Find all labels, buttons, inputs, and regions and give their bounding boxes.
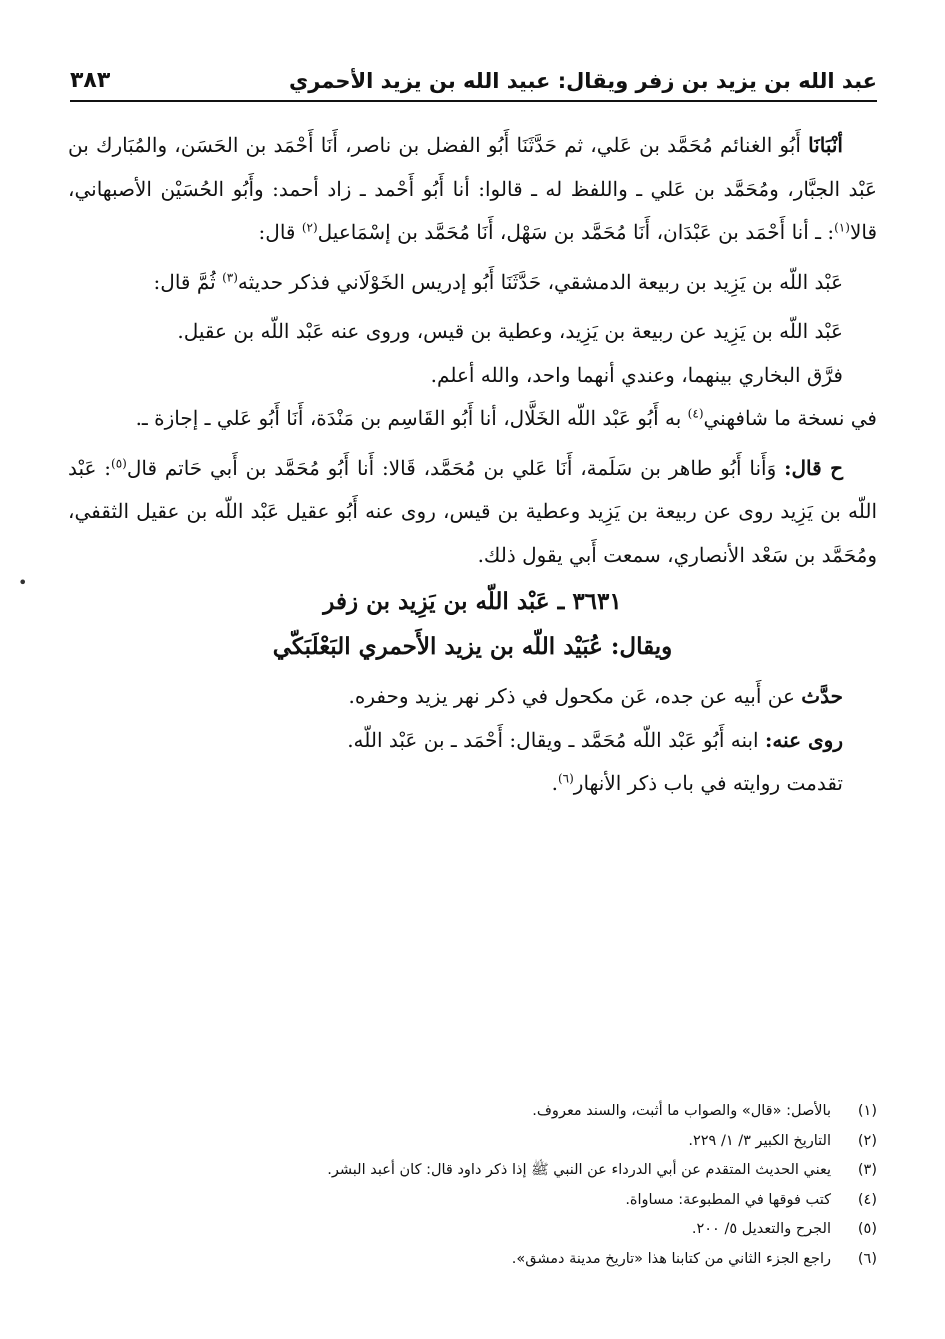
footnote-number: (٢) [857, 1132, 877, 1149]
paragraph-text: وَأَنا أَبُو طاهر بن سَلَمة، أَنَا عَلي بن مُحَمَّد، قَالا: أَنا أَبُو مُحَمَّد بن أَبي حَاتم قال [126, 455, 785, 480]
paragraph-narrators [68, 719, 877, 763]
paragraph-isnad-1 [68, 124, 877, 255]
running-head [70, 66, 877, 102]
footnote-ref[interactable]: (٢) [301, 220, 318, 235]
footnote-ref[interactable]: (٦) [557, 771, 574, 786]
lead-word: أنْبَانَا [808, 133, 843, 157]
footnote-ref[interactable]: (٤) [687, 406, 704, 421]
paragraph-text: عَبْد اللّه بن يَزِيد بن ربيعة الدمشقي، حَدَّثَنَا أَبُو إدريس الخَوْلَاني فذكر حديثه [237, 269, 843, 294]
paragraph-text: به أَبُو عَبْد اللّه الخَلَّال، أنا أَبُو القَاسِم بن مَنْدَة، أَنَا أَبُو عَلي ـ إجازة ـ. [135, 406, 688, 430]
footnote-text: الجرح والتعديل ٥/ ٢٠٠. [691, 1221, 831, 1237]
paragraph-cross-reference [68, 762, 877, 806]
footnote-text: راجع الجزء الثاني من كتابنا هذا «تاريخ مدينة دمشق». [511, 1250, 831, 1267]
paragraph-quote-1: عَبْد اللّه بن يَزِيد عن ربيعة بن يَزِيد، وعطية بن قيس، وروى عنه عَبْد اللّه بن عقيل. [177, 319, 843, 343]
paragraph-quote-2: فرَّق البخاري بينهما، وعندي أنهما واحد، والله أعلم. [430, 362, 843, 387]
footnote-number: (٦) [857, 1250, 877, 1267]
paragraph-isnad-2 [68, 447, 877, 578]
paragraph-text: في نسخة ما شافهني [703, 406, 877, 430]
footnote-item [70, 1186, 877, 1216]
footnote-ref[interactable]: (٣) [222, 269, 238, 284]
footnote-text: بالأصل: «قال» والصواب ما أثبت، والسند معروف. [532, 1103, 831, 1119]
paragraph-manuscript-note [68, 397, 877, 441]
footnote-item [70, 1215, 877, 1245]
footnote-number: (٤) [857, 1191, 877, 1208]
footnote-item [70, 1127, 877, 1157]
lead-word: حدَّث [801, 684, 843, 708]
footnote-number: (٥) [857, 1221, 877, 1237]
paragraph-narrated [68, 675, 877, 719]
entry-subheading: ويقال: عُبَيْد اللّه بن يزيد الأَحمري البَعْلَبَكّي [272, 633, 673, 660]
footnote-item [70, 1097, 877, 1127]
footnotes [70, 1097, 877, 1274]
main-text [68, 124, 877, 806]
footnote-number: (٣) [857, 1162, 877, 1178]
footnote-ref[interactable]: (٥) [111, 455, 127, 470]
lead-word: ح قال: [784, 455, 843, 480]
footnote-item [70, 1245, 877, 1275]
entry-heading: ٣٦٣١ ـ عَبْد اللّه بن يَزِيد بن زفر [323, 588, 622, 615]
paragraph-text: قال: [258, 220, 302, 244]
paragraph-text: ابنه أَبُو عَبْد اللّه مُحَمَّد ـ ويقال: أَحْمَد ـ بن عَبْد اللّه. [347, 727, 765, 752]
running-head-title: عبد الله بن يزيد بن زفر ويقال: عبيد الله بن يزيد الأحمري [289, 69, 877, 93]
footnote-text: كتب فوقها في المطبوعة: مساواة. [625, 1191, 831, 1208]
paragraph-text: أَبُو الغنائم مُحَمَّد بن عَلي، ثم حَدَّثَنَا أَبُو الفضل بن ناصر، أَنَا أَحْمَد بن الحَسَن، والمُبَارك بن عَبْد الجبَّار، ومُحَمَّد بن عَلي ـ واللفظ له ـ قالوا: أنا أَبُو أَحْمد ـ زاد أحمد: وأَبُو الحُسَيْن الأصبهاني، قالا [68, 133, 877, 244]
footnote-ref[interactable]: (١) [834, 220, 850, 235]
footnote-number: (١) [857, 1103, 877, 1119]
footnote-text: يعني الحديث المتقدم عن أبي الدرداء عن النبي ﷺ إذا ذكر داود قال: كان أعبد البشر. [327, 1162, 831, 1178]
margin-dot: • [18, 573, 28, 592]
paragraph-text: ثُمَّ قال: [153, 269, 223, 294]
paragraph-text: عن أَبيه عن جده، عَن مكحول في ذكر نهر يزيد وحفره. [348, 684, 802, 708]
paragraph-text: تقدمت روايته في باب ذكر الأنهار [573, 771, 843, 795]
page-number: ٣٨٣ [70, 68, 111, 93]
footnote-text: التاريخ الكبير ٣/ ١/ ٢٢٩. [688, 1132, 831, 1149]
paragraph-text: : عَبْد اللّه بن يَزِيد روى عن ربيعة بن يَزِيد وعطية بن قيس، روى عنه أَبُو عقيل عَبْد اللّه بن عقيل الثقفي، ومُحَمَّد بن سَعْد الأنصاري، سمعت أَبي يقول ذلك. [68, 455, 877, 567]
paragraph-text: . [551, 771, 558, 795]
lead-word: روى عنه: [764, 727, 843, 752]
paragraph-bukhari-quote [68, 261, 877, 305]
footnote-item [70, 1156, 877, 1186]
paragraph-text: : ـ أنا أَحْمَد بن عَبْدَان، أَنَا مُحَمَّد بن سَهْل، أَنَا مُحَمَّد بن إسْمَاعيل [317, 220, 835, 244]
